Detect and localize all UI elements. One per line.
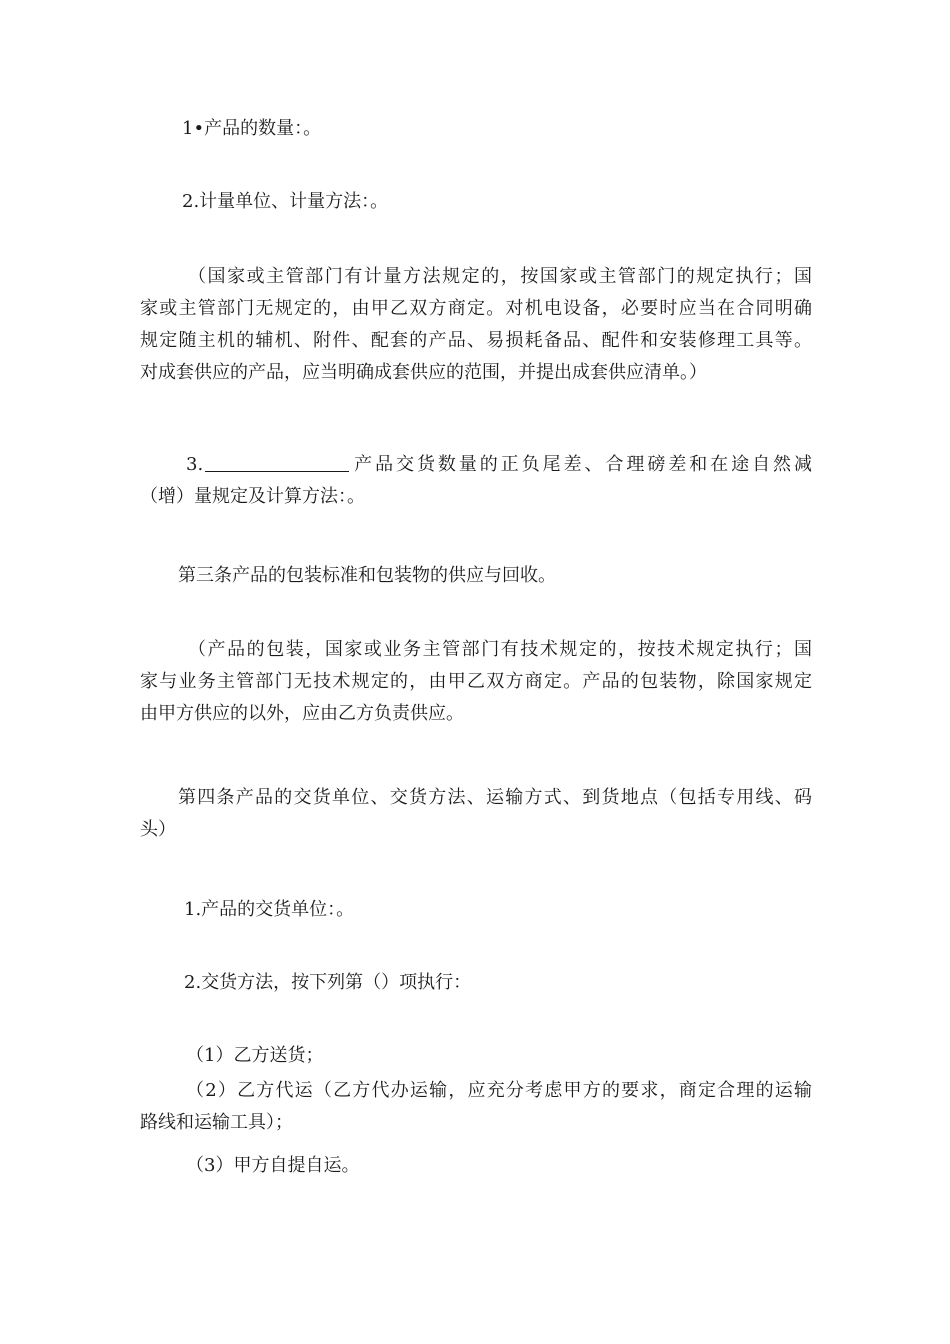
option-1: （1）乙方送货； [186,1045,324,1066]
note-packaging-rules [140,634,812,730]
item-4-2-delivery-method: 2.交货方法，按下列第（）项执行： [184,972,472,993]
article-4-heading [140,782,812,846]
option-2-line-2: 路线和运输工具）； [140,1112,293,1133]
option-2 [140,1075,812,1139]
item-3-line-2: （增）量规定及计算方法：。 [140,486,365,507]
item-3-line-1 [140,449,812,481]
article-3-heading: 第三条产品的包装标准和包装物的供应与回收。 [178,565,556,586]
option-3: （3）甲方自提自运。 [186,1155,360,1176]
fill-in-blank[interactable] [205,451,349,472]
note-1-line-3: 规定随主机的辅机、附件、配套的产品、易损耗备品、配件和安装修理工具等。 [140,330,812,351]
article-4-line-1: 第四条产品的交货单位、交货方法、运输方式、到货地点（包括专用线、码 [178,787,812,808]
note-2-line-2: 家与业务主管部门无技术规定的，由甲乙双方商定。产品的包装物，除国家规定 [140,671,812,692]
item-4-1-delivery-unit: 1.产品的交货单位：。 [184,899,355,920]
item-3-text: 产品交货数量的正负尾差、合理磅差和在途自然减 [351,454,812,475]
article-4-line-2: 头） [140,819,176,840]
item-3-number: 3. [186,454,204,475]
note-1-line-2: 家或主管部门无规定的，由甲乙双方商定。对机电设备，必要时应当在合同明确 [140,298,812,319]
note-1-line-1: （国家或主管部门有计量方法规定的，按国家或主管部门的规定执行；国 [188,266,812,287]
note-measurement-rules [140,261,812,389]
note-2-line-3: 由甲方供应的以外，应由乙方负责供应。 [140,703,464,724]
item-3-tolerance [140,449,812,513]
item-2-measurement: 2.计量单位、计量方法：。 [182,191,389,212]
item-1-quantity: 1•产品的数量：。 [182,118,322,139]
option-2-line-1: （2）乙方代运（乙方代办运输，应充分考虑甲方的要求，商定合理的运输 [186,1080,812,1101]
note-1-line-4: 对成套供应的产品，应当明确成套供应的范围，并提出成套供应清单。） [140,362,707,383]
note-2-line-1: （产品的包装，国家或业务主管部门有技术规定的，按技术规定执行；国 [188,639,812,660]
